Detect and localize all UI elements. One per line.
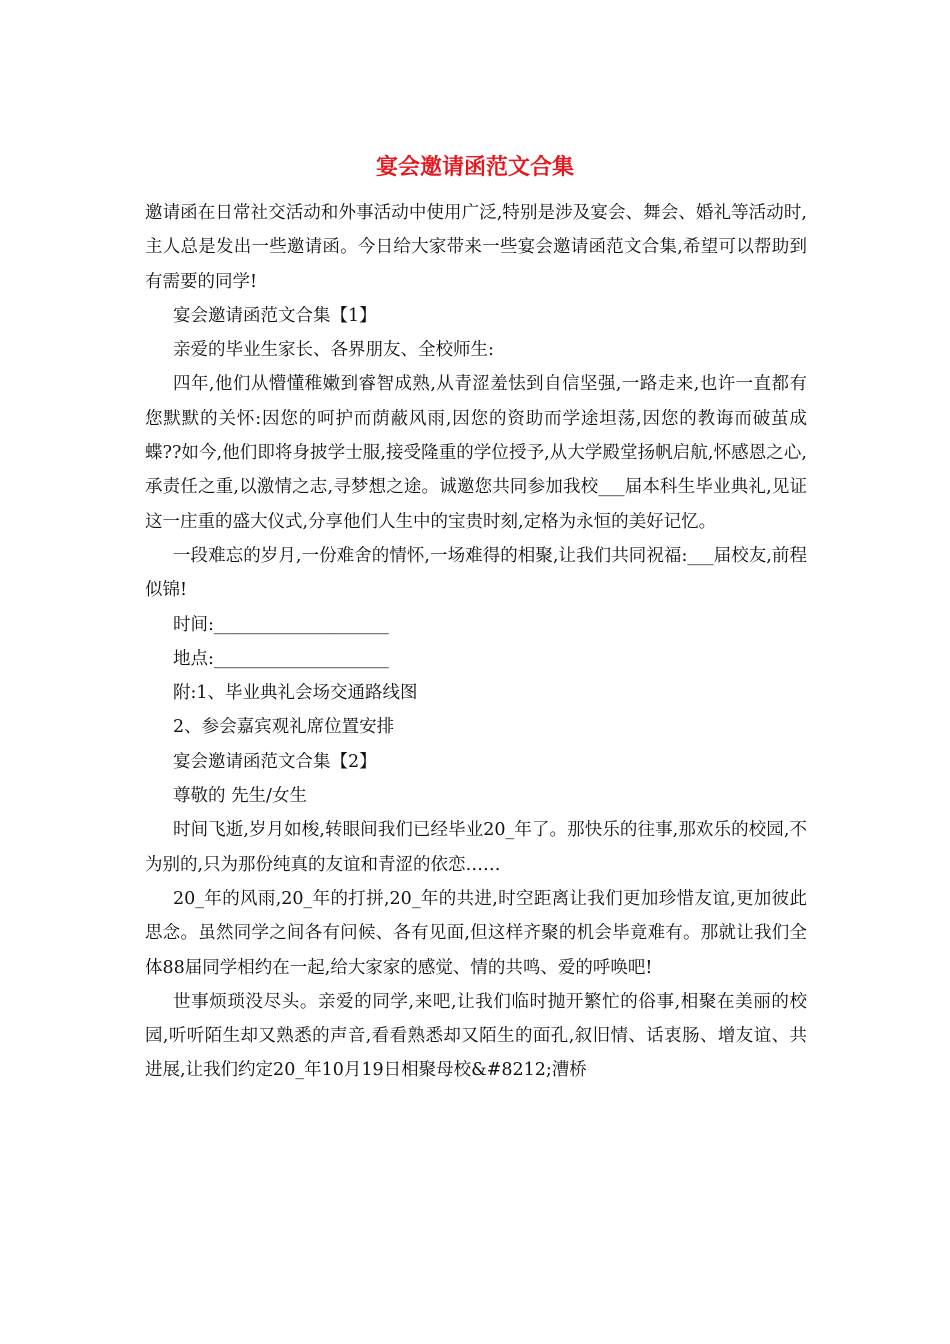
section-heading-2: 宴会邀请函范文合集【2】	[173, 751, 377, 772]
location-line: 地点:____________________	[173, 648, 389, 669]
body-paragraph: 20_年的风雨,20_年的打拼,20_年的共进,时空距离让我们更加珍惜友谊,更加彼此思念。虽然同学之间各有问候、各有见面,但这样齐聚的机会毕竟难有。那就让我们全体88届同学相约在一起,给大家家的感觉、情的共鸣、爱的呼唤吧!	[145, 888, 807, 978]
document-body	[145, 196, 807, 1088]
salutation-1: 亲爱的毕业生家长、各界朋友、全校师生:	[173, 340, 494, 361]
intro-paragraph: 邀请函在日常社交活动和外事活动中使用广泛,特别是涉及宴会、舞会、婚礼等活动时,主人总是发出一些邀请函。今日给大家带来一些宴会邀请函范文合集,希望可以帮助到有需要的同学!	[145, 203, 807, 292]
body-paragraph: 一段难忘的岁月,一份难舍的情怀,一场难得的相聚,让我们共同祝福:___届校友,前程似锦!	[145, 545, 807, 601]
attachment-line: 2、参会嘉宾观礼席位置安排	[173, 717, 395, 738]
document-title: 宴会邀请函范文合集	[375, 154, 574, 180]
body-paragraph: 四年,他们从懵懂稚嫩到睿智成熟,从青涩羞怯到自信坚强,一路走来,也许一直都有您默默的关怀:因您的呵护而荫蔽风雨,因您的资助而学途坦荡,因您的教诲而破茧成蝶??如今,他们即将身披学士服,接受隆重的学位授予,从大学殿堂扬帆启航,怀感恩之心,承责任之重,以激情之志,寻梦想之途。诚邀您共同参加我校___届本科生毕业典礼,见证这一庄重的盛大仪式,分享他们人生中的宝贵时刻,定格为永恒的美好记忆。	[145, 374, 807, 532]
time-line: 时间:____________________	[173, 614, 389, 635]
body-paragraph: 世事烦琐没尽头。亲爱的同学,来吧,让我们临时抛开繁忙的俗事,相聚在美丽的校园,听听陌生却又熟悉的声音,看看熟悉却又陌生的面孔,叙旧情、话衷肠、增友谊、共进展,让我们约定20_年10月19日相聚母校&#8212;漕桥	[145, 991, 807, 1081]
salutation-2: 尊敬的 先生/女生	[173, 786, 307, 807]
section-heading-1: 宴会邀请函范文合集【1】	[173, 305, 377, 326]
attachment-line: 附:1、毕业典礼会场交通路线图	[173, 683, 418, 704]
body-paragraph: 时间飞逝,岁月如梭,转眼间我们已经毕业20_年了。那快乐的往事,那欢乐的校园,不为别的,只为那份纯真的友谊和青涩的依恋……	[145, 820, 807, 875]
